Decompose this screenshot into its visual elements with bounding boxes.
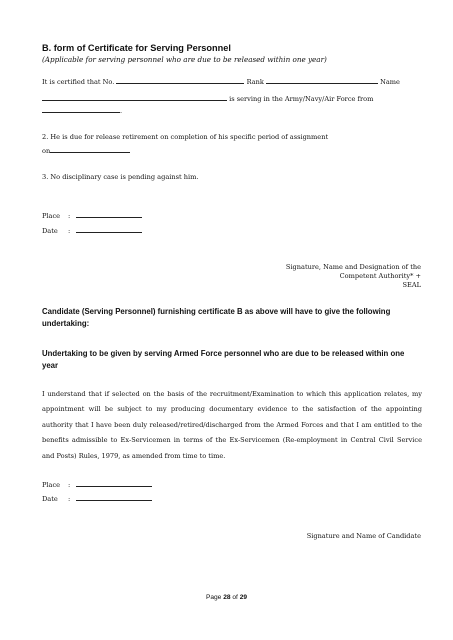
undertaking-place-blank[interactable] xyxy=(76,480,152,487)
rank-label: Rank xyxy=(246,78,264,86)
release-statement: 2. He is due for release retirement on completion of his specific period of assignment xyxy=(42,133,329,141)
name-label: Name xyxy=(380,78,400,86)
undertaking-date-label: Date xyxy=(42,495,58,503)
name-blank[interactable] xyxy=(42,94,227,101)
total-page-number: 29 xyxy=(239,594,248,601)
date-label: Date xyxy=(42,227,58,235)
candidate-heading: Candidate (Serving Personnel) furnishing certificate B as above will have to give the following undertaking: xyxy=(42,307,391,328)
place-blank[interactable] xyxy=(76,211,142,218)
form-subtitle: (Applicable for serving personnel who are due to be released within one year) xyxy=(42,55,327,64)
candidate-signature-label: Signature and Name of Candidate xyxy=(306,532,421,540)
of-word: of xyxy=(232,594,238,601)
authority-signature-line-2: Competent Authority* + xyxy=(339,272,421,280)
authority-signature-line-1: Signature, Name and Designation of the xyxy=(285,263,421,271)
date-blank[interactable] xyxy=(76,226,142,233)
rank-blank[interactable] xyxy=(266,77,378,84)
disciplinary-statement: 3. No disciplinary case is pending against him. xyxy=(42,173,199,181)
seal-label: SEAL xyxy=(402,281,421,289)
current-page-number: 28 xyxy=(223,594,231,601)
certified-no-label: It is certified that No. xyxy=(42,78,115,86)
release-date-blank[interactable] xyxy=(50,146,130,153)
place-colon: : xyxy=(68,212,71,220)
service-from-date-blank[interactable] xyxy=(42,106,123,115)
date-colon: : xyxy=(68,227,71,235)
undertaking-place-row xyxy=(42,480,152,489)
form-title: B. form of Certificate for Serving Personnel xyxy=(42,43,231,53)
undertaking-paragraph: I understand that if selected on the basis of the recruitment/Examination to which this application relates, my appointment will be subject to my producing documentary evidence to the satisfaction of the appointing authority that I have been duly released/retired/discharged from the Armed Forces and that I am entitled to the benefits admissible to Ex-Servicemen in terms of the Ex-Servicemen (Re-employment in Central Civil Service and Posts) Rules, 1979, as amended from time to time. xyxy=(42,390,422,460)
release-date-line xyxy=(42,146,130,155)
serving-in-text: is serving in the Army/Navy/Air Force from xyxy=(229,95,374,103)
certificate-date-row xyxy=(42,226,142,235)
undertaking-heading: Undertaking to be given by serving Armed Force personnel who are due to be released within one year xyxy=(42,349,405,370)
certificate-place-row xyxy=(42,211,142,220)
place-label: Place xyxy=(42,212,61,220)
certificate-line-1 xyxy=(42,77,400,86)
certificate-line-3 xyxy=(42,106,122,115)
certificate-line-2 xyxy=(42,94,373,103)
release-on-label: on xyxy=(42,147,51,155)
page-word: Page xyxy=(205,594,222,601)
undertaking-date-colon: : xyxy=(68,495,71,503)
undertaking-date-blank[interactable] xyxy=(76,494,152,501)
undertaking-place-label: Place xyxy=(42,481,61,489)
service-number-blank[interactable] xyxy=(116,77,244,84)
undertaking-place-colon: : xyxy=(68,481,71,489)
undertaking-date-row xyxy=(42,494,152,503)
line-end-period: . xyxy=(120,107,123,115)
page-number-footer xyxy=(0,594,453,601)
